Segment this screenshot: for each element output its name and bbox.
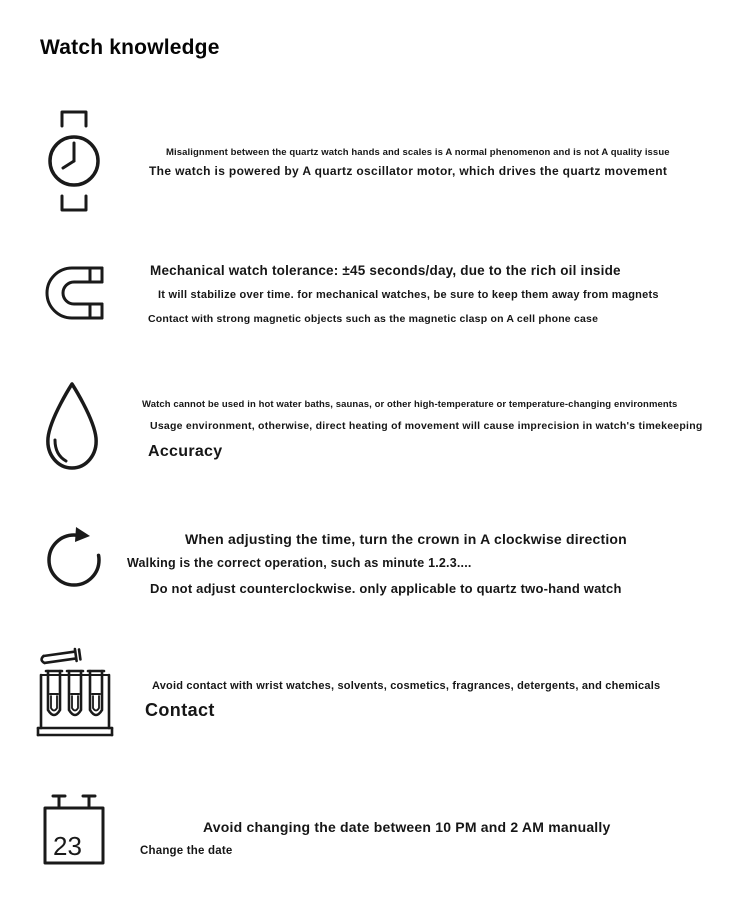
- wristwatch-icon: [44, 110, 104, 212]
- test-tubes-icon: [36, 642, 114, 740]
- date-subheading: Change the date: [140, 845, 233, 857]
- temperature-note-line: Watch cannot be used in hot water baths, saunas, or other high-temperature or temperature-changing environments: [142, 399, 678, 410]
- crown-line-2: Walking is the correct operation, such as minute 1.2.3....: [127, 556, 472, 570]
- quartz-note-line: Misalignment between the quartz watch hands and scales is A normal phenomenon and is not A quality issue: [166, 147, 670, 158]
- magnet-line-2: It will stabilize over time. for mechanical watches, be sure to keep them away from magnets: [158, 289, 659, 301]
- clockwise-arrow-icon: [42, 518, 106, 592]
- calendar-day-number: 23: [53, 831, 82, 861]
- magnet-headline: Mechanical watch tolerance: ±45 seconds/day, due to the rich oil inside: [150, 263, 621, 278]
- magnet-icon: [42, 262, 106, 324]
- accuracy-heading: Accuracy: [148, 443, 223, 460]
- date-headline: Avoid changing the date between 10 PM and 2 AM manually: [203, 819, 611, 835]
- crown-headline: When adjusting the time, turn the crown in A clockwise direction: [185, 531, 627, 547]
- chemicals-line: Avoid contact with wrist watches, solvents, cosmetics, fragrances, detergents, and chemicals: [152, 680, 661, 692]
- temperature-line-2: Usage environment, otherwise, direct heating of movement will cause imprecision in watch's timekeeping: [150, 420, 703, 432]
- crown-line-3: Do not adjust counterclockwise. only applicable to quartz two-hand watch: [150, 581, 622, 596]
- page-title: Watch knowledge: [40, 36, 220, 59]
- contact-heading: Contact: [145, 700, 215, 720]
- water-drop-icon: [40, 380, 104, 472]
- calendar-icon: [42, 792, 106, 866]
- magnet-line-3: Contact with strong magnetic objects such as the magnetic clasp on A cell phone case: [148, 313, 599, 325]
- quartz-main-line: The watch is powered by A quartz oscillator motor, which drives the quartz movement: [149, 164, 668, 178]
